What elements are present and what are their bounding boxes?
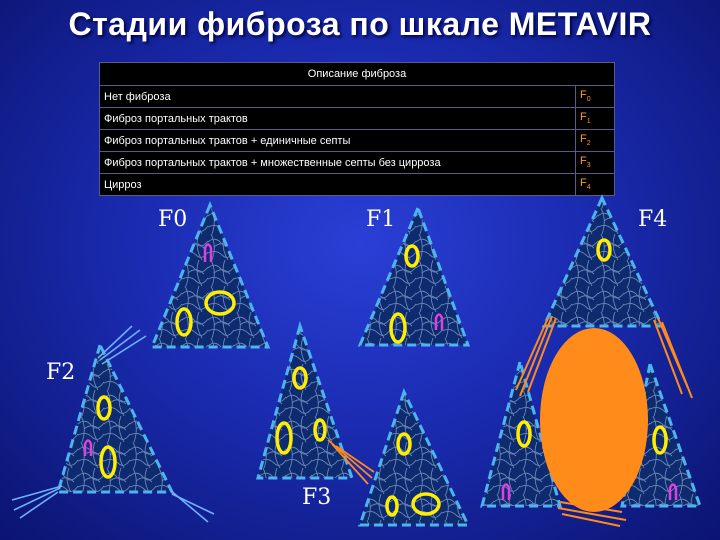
lobule-f3-triangle-left (258, 326, 352, 478)
table-cell-description: Фиброз портальных трактов + единичные септы (100, 130, 576, 152)
cirrhotic-node (540, 328, 648, 512)
lobule-f2 (12, 326, 214, 522)
stage-label-f3: F3 (302, 485, 332, 510)
stage-code-letter: F (580, 89, 587, 102)
stage-code-index: 1 (586, 118, 591, 126)
stage-label-f1: F1 (366, 207, 396, 232)
stage-label-f0: F0 (158, 207, 188, 232)
table-cell-description: Фиброз портальных трактов + множественные септы без цирроза (100, 152, 576, 174)
table-cell-description: Фиброз портальных трактов (100, 108, 576, 130)
lobule-f3 (258, 326, 468, 525)
stage-label-f2: F2 (46, 360, 76, 385)
stage-code-letter: F (580, 155, 587, 168)
stage-code-letter: F (580, 133, 587, 146)
stage-code-index: 0 (586, 96, 591, 104)
table-cell-description: Нет фиброза (100, 86, 576, 108)
stage-code-index: 2 (586, 140, 591, 148)
stage-code-index: 3 (586, 162, 591, 170)
stage-label-f4: F4 (638, 207, 668, 232)
table-header: Описание фиброза (100, 63, 615, 86)
page-title: Стадии фиброза по шкале METAVIR (68, 6, 652, 42)
table-cell-description: Цирроз (100, 174, 576, 196)
lobule-f4 (482, 198, 700, 526)
stage-code-letter: F (580, 111, 587, 124)
stage-code-index: 4 (586, 184, 591, 192)
stage-code-letter: F (580, 177, 587, 190)
